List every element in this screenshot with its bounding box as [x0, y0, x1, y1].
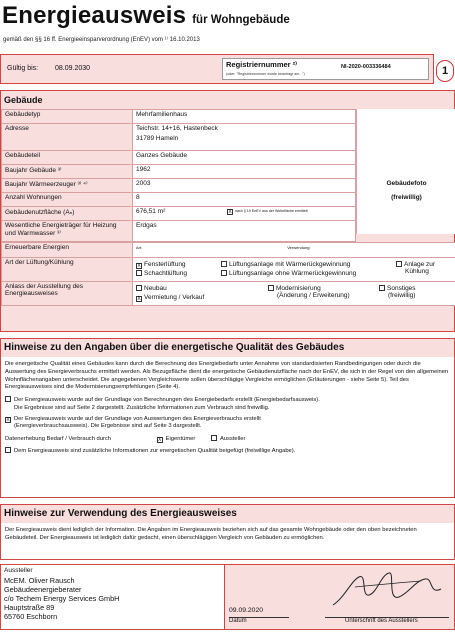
table-row [2, 258, 455, 282]
issuer-line: Hauptstraße 89 [4, 603, 55, 612]
renewable-usage: Verwendung: [287, 245, 311, 250]
building-table [1, 109, 356, 242]
building-table-lower [1, 242, 455, 306]
option-label: Vermietung / Verkauf [144, 294, 205, 301]
address-line-1: Teichstr. 14+16, Hastenbeck [136, 125, 218, 132]
building-heading: Gebäude [4, 95, 43, 105]
row-label: Gebäudenutzfläche (Aₙ) [2, 207, 133, 221]
issuer-line: 65760 Eschborn [4, 612, 58, 621]
option-demand[interactable] [1, 396, 454, 412]
option-text-2: (Energieverbrauchsausweis). Die Ergebnisse sind auf Seite 3 dargestellt. [14, 423, 202, 430]
reg-value: NI-2020-003336484 [341, 64, 391, 70]
signature-image [325, 567, 445, 611]
reason-modernisation[interactable] [268, 285, 350, 299]
checkbox[interactable] [379, 285, 385, 291]
photo-label: Gebäudefoto [386, 180, 427, 187]
usage-section [0, 504, 455, 560]
option-label: Anlage zur [404, 261, 436, 268]
row-label: Adresse [2, 124, 133, 151]
row-label: Gebäudetyp [2, 110, 133, 124]
table-row [2, 221, 356, 242]
issuer-label: Aussteller [4, 567, 33, 574]
checkbox[interactable] [5, 396, 11, 402]
row-label: Baujahr Wärmeerzeuger ³⁾ ⁴⁾ [2, 179, 133, 193]
option-text-2: Die Ergebnisse sind auf Seite 2 dargestellt. Zusätzliche Informationen zum Verbrauch sind freiwillig. [14, 404, 270, 411]
row-label: Erneuerbare Energien [2, 243, 133, 258]
option-text: Dem Energieausweis sind zusätzliche Informationen zur energetischen Qualität beigefügt (freiwillige Angabe). [14, 448, 296, 455]
option-label: Eigentümer [165, 435, 196, 442]
table-row [2, 179, 356, 193]
option-label: Lüftungsanlage mit Wärmerückgewinnung [229, 261, 351, 268]
hints-paragraph: Die energetische Qualität eines Gebäudes kann durch die Berechnung des Energiebedarfs unter Annahme von standardisierten Randbedingungen oder durch die Auswertung des Energieverbrauchs ermittelt werden. Als Bezugsfläche dient die energetische Gebäudenutzfläche nach der EnEV, die sich in der Regel von den allgemeinen Wohnflächenangaben unterscheidet. Die angegebenen Vergleichswerte sollen überschlägige Vergleiche ermöglichen (Erläuterungen - siehe Seite 5). Teil des Energieausweises sind die Modernisierungsempfehlungen (Seite 4). [5, 361, 449, 391]
area-checkbox[interactable]: X [228, 209, 232, 215]
option-label: Aussteller [219, 435, 246, 442]
table-row [2, 193, 356, 207]
checkbox[interactable] [211, 435, 217, 441]
reason-rent[interactable] [136, 294, 204, 302]
vent-with-recovery[interactable] [221, 261, 350, 268]
option-extra-info[interactable] [1, 447, 454, 455]
option-label-2: (Änderung / Erweiterung) [277, 292, 350, 299]
table-row [2, 243, 455, 258]
row-value: 1962 [133, 165, 356, 179]
checkbox[interactable]: X [137, 263, 141, 269]
vent-window[interactable] [136, 261, 186, 269]
option-label: Neubau [144, 285, 167, 292]
row-value: Mehrfamilienhaus [133, 110, 356, 124]
issuer-line: McEM. Oliver Rausch [4, 576, 75, 585]
option-text: Der Energieausweis wurde auf der Grundlage von Berechnungen des Energiebedarfs erstellt (Energiebedarfsausweis). [14, 397, 320, 404]
option-label: Sonstiges [387, 285, 416, 292]
row-value: Erdgas [133, 221, 356, 242]
row-label: Anzahl Wohnungen [2, 193, 133, 207]
checkbox[interactable] [221, 270, 227, 276]
area-number: 676,51 m² [136, 208, 166, 215]
option-label: Fensterlüftung [144, 261, 186, 268]
reg-label: Registriernummer ²⁾ [226, 60, 298, 69]
building-photo-placeholder [356, 109, 455, 234]
collector-issuer[interactable] [211, 436, 245, 442]
table-row [2, 151, 356, 165]
issuer-box [0, 564, 225, 630]
row-label: Gebäudeteil [2, 151, 133, 165]
row-label: Anlass der Ausstellung des Energieausweises [2, 282, 133, 306]
address-line-2: 31789 Hameln [136, 135, 179, 142]
collector-owner[interactable] [157, 436, 196, 442]
vent-without-recovery[interactable] [221, 270, 356, 277]
row-label: Art der Lüftung/Kühlung [2, 258, 133, 282]
checkbox[interactable] [5, 447, 11, 453]
renewable-type: Art: [136, 245, 143, 250]
option-consumption[interactable] [1, 416, 454, 431]
option-label: Schachtlüftung [144, 270, 188, 277]
title-sub: für Wohngebäude [192, 14, 290, 26]
checkbox[interactable]: X [6, 417, 10, 423]
option-text: Der Energieausweis wurde auf der Grundlage von Auswertungen des Energieverbrauchs erstellt [14, 416, 261, 422]
checkbox[interactable] [268, 285, 274, 291]
table-row [2, 207, 356, 221]
reg-hint: (oder: "Registriernummer wurde beantragt am...") [226, 72, 305, 76]
page-number: 1 [436, 60, 454, 82]
table-row [2, 165, 356, 179]
signature-label: Unterschrift des Ausstellers [345, 618, 418, 624]
checkbox[interactable]: X [137, 296, 141, 302]
valid-label: Gültig bis: [7, 65, 39, 72]
registration-box [222, 58, 429, 80]
title-main: Energieausweis [2, 2, 187, 29]
hints-section [0, 338, 455, 498]
validity-bar [0, 54, 434, 84]
data-collection-label: Datenerhebung Bedarf / Verbrauch durch [5, 435, 112, 442]
row-value: 8 [133, 193, 356, 207]
ventilation-options [133, 258, 455, 282]
reason-new[interactable] [136, 285, 167, 292]
law-line: gemäß den §§ 16 ff. Energieeinsparverordnung (EnEV) vom ¹⁾ 16.10.2013 [3, 37, 200, 43]
date-value: 09.09.2020 [229, 607, 264, 614]
vent-cooling[interactable] [396, 261, 435, 275]
issuer-line: c/o Techem Energy Services GmbH [4, 594, 120, 603]
building-section [0, 90, 455, 332]
checkbox[interactable]: X [157, 436, 162, 443]
area-note: nach § 19 EnEV aus der Wohnfläche ermittelt [235, 209, 308, 213]
checkbox[interactable] [396, 261, 402, 267]
table-row [2, 124, 356, 151]
document-title [2, 2, 453, 32]
usage-heading: Hinweise zur Verwendung des Energieausweises [1, 505, 454, 523]
checkbox[interactable] [136, 285, 142, 291]
row-value: Ganzes Gebäude [133, 151, 356, 165]
vent-shaft[interactable] [136, 270, 187, 277]
option-label-2: (freiwillig) [388, 292, 416, 299]
date-label: Datum [229, 618, 247, 624]
data-collection-row [1, 435, 454, 443]
checkbox[interactable] [136, 270, 142, 276]
option-label-2: Kühlung [405, 268, 429, 275]
valid-value: 08.09.2030 [55, 65, 91, 72]
signature-box [225, 564, 455, 630]
hints-heading: Hinweise zu den Angaben über die energetische Qualität des Gebäudes [1, 339, 454, 357]
address-value [133, 124, 356, 151]
row-value: 2003 [133, 179, 356, 193]
option-label: Lüftungsanlage ohne Wärmerückgewinnung [229, 270, 357, 277]
usage-paragraph: Der Energieausweis dient lediglich der Information. Die Angaben im Energieausweis beziehen sich auf das gesamte Wohngebäude oder den oben bezeichneten Gebäudeteil. Der Energieausweis ist lediglich dafür gedacht, einen überschlägigen Vergleich von Gebäuden zu ermöglichen. [5, 527, 417, 541]
checkbox[interactable] [221, 261, 227, 267]
issuer-line: Gebäudeenergieberater [4, 585, 82, 594]
row-label: Baujahr Gebäude ³⁾ [2, 165, 133, 179]
reason-other[interactable] [379, 285, 416, 299]
table-row [2, 282, 455, 306]
photo-optional: (freiwillig) [391, 194, 422, 201]
reason-options [133, 282, 455, 306]
row-label: Wesentliche Energieträger für Heizung und Warmwasser ³⁾ [2, 221, 133, 242]
renewable-value [133, 243, 455, 258]
table-row [2, 110, 356, 124]
option-label: Modernisierung [276, 285, 321, 292]
area-value [133, 207, 356, 221]
